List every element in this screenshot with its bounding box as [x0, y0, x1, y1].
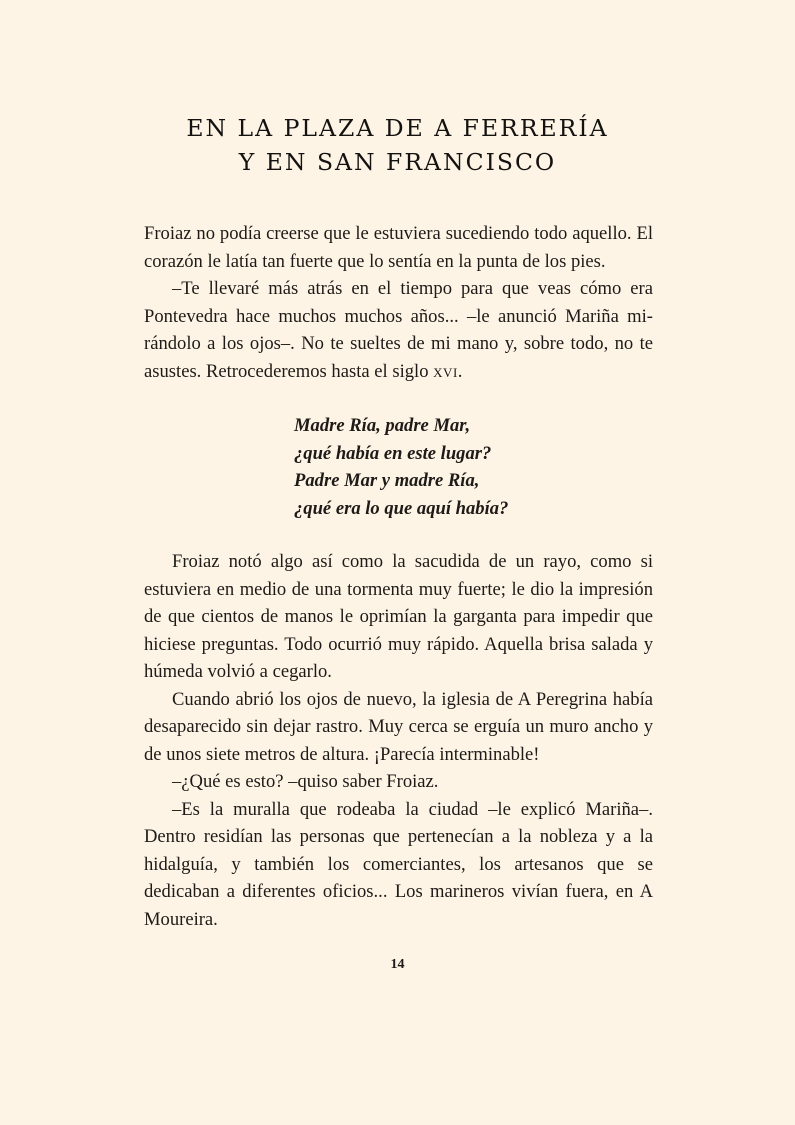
prose-block-opening	[144, 220, 653, 385]
paragraph: Froiaz no podía creerse que le estuviera sucediendo todo aquello. El corazón le latía tan fuerte que lo sentía en la punta de los pies.	[144, 223, 653, 272]
page-number: 14	[390, 957, 405, 972]
verse-line: ¿qué había en este lugar?	[294, 442, 492, 464]
paragraph: –¿Qué es esto? –quiso saber Froiaz.	[172, 771, 439, 792]
century-numeral: xvi	[433, 360, 458, 382]
chapter-title-line-1: EN LA PLAZA DE A FERRERÍA	[186, 114, 609, 142]
paragraph: –Es la muralla que rodeaba la ciudad –le explicó Mariña–. Dentro residían las personas que pertenecían a la nobleza y a la hidalguía, y también los comerciantes, los artesanos que se dedicaban a diferentes oficios... Los marineros vivían fuera, en A Moureira.	[144, 798, 653, 930]
paragraph: Cuando abrió los ojos de nuevo, la iglesia de A Peregrina había desaparecido sin dejar rastro. Muy cerca se erguía un muro ancho y de unos siete metros de altura. ¡Parecía interminable!	[144, 688, 653, 765]
verse-block	[294, 412, 508, 522]
verse-line: Padre Mar y madre Ría,	[294, 470, 480, 491]
paragraph: Froiaz notó algo así como la sacudida de un rayo, como si estuviera en medio de una tormenta muy fuerte; le dio la impresión de que cientos de manos le oprimían la garganta para impedir que hiciese preguntas. Todo ocurrió muy rápido. Aquella brisa salada y húmeda volvió a cegarlo.	[144, 551, 653, 682]
verse-line: ¿qué era lo que aquí había?	[294, 497, 509, 519]
paragraph: –Te llevaré más atrás en el tiempo para que veas cómo era Pontevedra hace muchos muchos años... –le anunció Mariña mirándolo a los ojos–. No te sueltes de mi mano y, sobre todo, no te asustes. Retrocederemos hasta el siglo xvi.	[144, 278, 653, 382]
prose-block-continuation	[144, 548, 653, 933]
verse-line: Madre Ría, padre Mar,	[294, 415, 471, 436]
chapter-title-line-2: Y EN SAN FRANCISCO	[238, 148, 557, 176]
paragraph-text: –Te llevaré más atrás en el tiempo para que veas cómo era Pontevedra hace muchos muchos años... –le anunció Mariña mirándolo a los ojos–. No te sueltes de mi mano y, sobre todo, no te asustes. Retrocederemos hasta el siglo	[144, 278, 653, 382]
